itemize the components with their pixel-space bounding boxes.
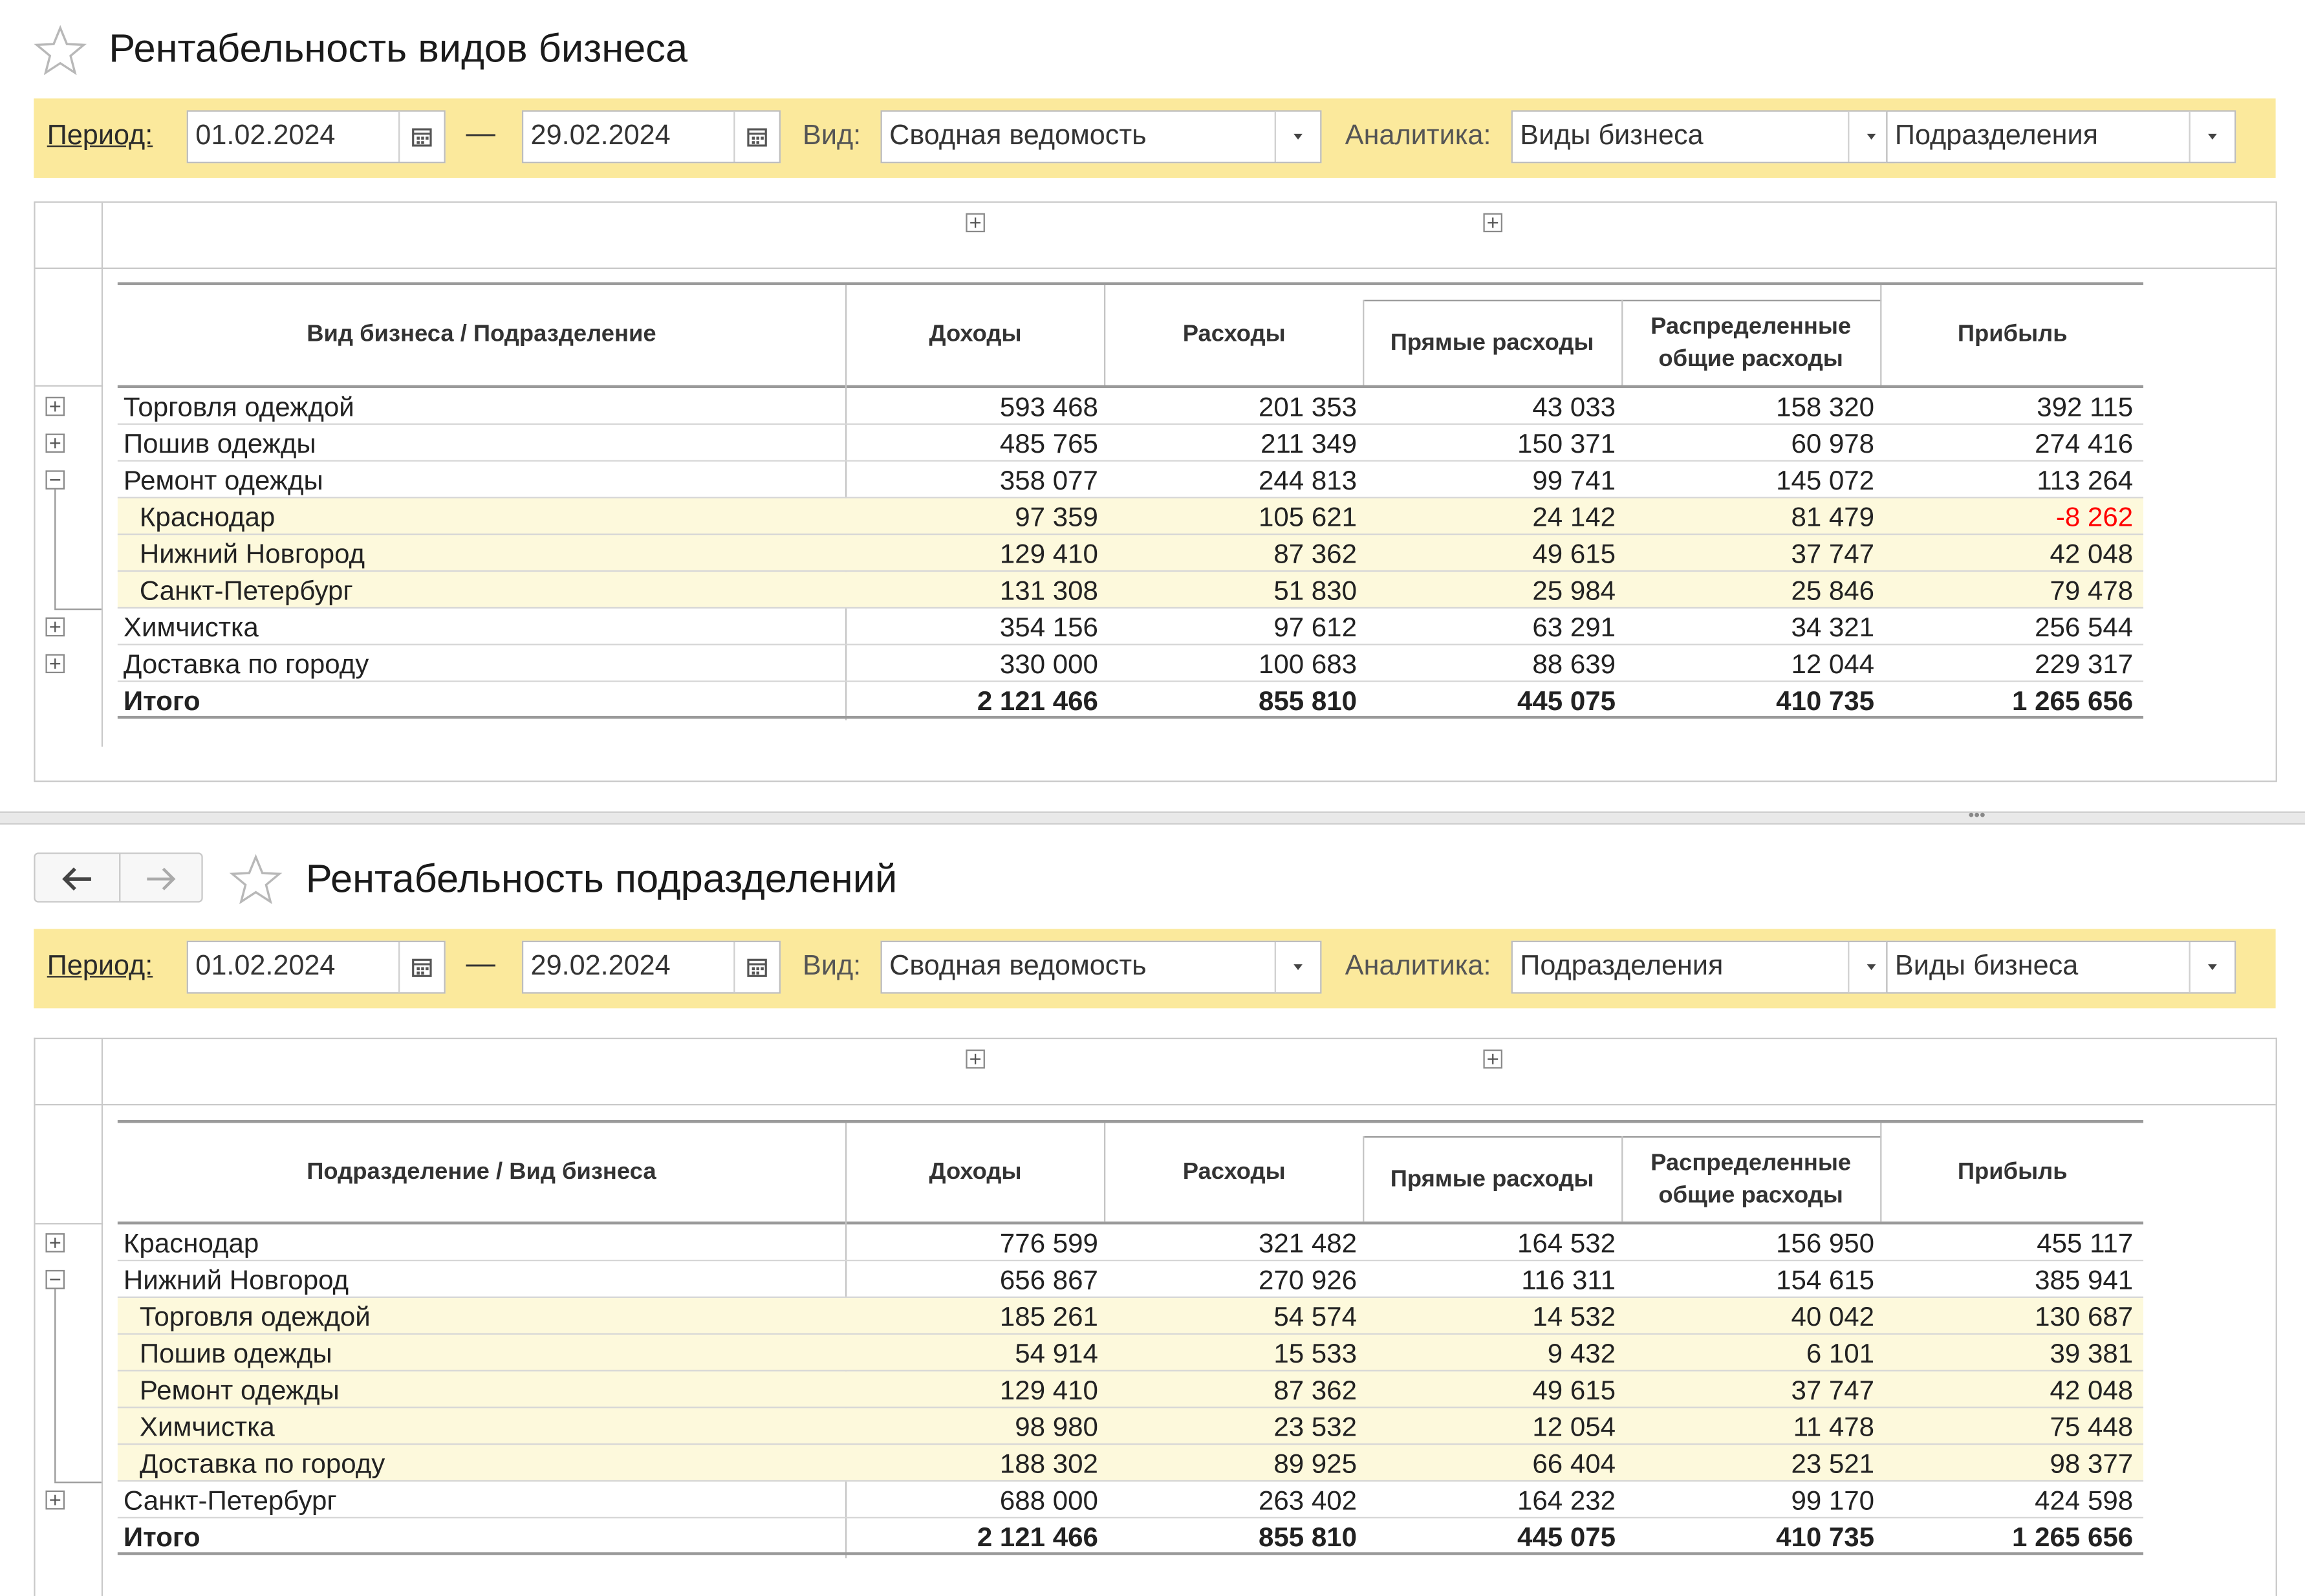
dropdown-button[interactable] <box>1275 942 1320 992</box>
column-header[interactable]: Прибыль <box>1957 321 2068 347</box>
period-link[interactable]: Период: <box>47 951 153 982</box>
splitter-grip-icon: ••• <box>1968 806 1986 825</box>
cell-expenses: 51 830 <box>1273 574 1357 606</box>
filter-bar <box>34 98 2275 178</box>
column-group-toggle[interactable] <box>966 213 985 233</box>
cell-expenses: 100 683 <box>1258 648 1357 680</box>
cell-distributed: 60 978 <box>1791 427 1875 459</box>
column-header[interactable]: Подразделение / Вид бизнеса <box>307 1159 656 1184</box>
expand-row-button[interactable] <box>45 654 65 673</box>
cell-profit: 1 265 656 <box>2012 685 2134 716</box>
view-select[interactable]: Сводная ведомость <box>881 941 1322 994</box>
cell-expenses: 855 810 <box>1258 685 1357 716</box>
cell-expenses: 270 926 <box>1258 1264 1357 1295</box>
column-header[interactable]: Прямые расходы <box>1390 1167 1594 1192</box>
cell-income: 2 121 466 <box>977 685 1098 716</box>
cell-expenses: 105 621 <box>1258 501 1357 532</box>
group-bracket-line <box>54 490 56 609</box>
cell-income: 185 261 <box>999 1300 1098 1332</box>
cell-income: 188 302 <box>999 1447 1098 1479</box>
cell-direct: 164 532 <box>1517 1227 1616 1258</box>
date-from-field[interactable]: 01.02.2024 <box>187 941 446 994</box>
cell-direct: 445 075 <box>1517 1521 1616 1553</box>
cell-distributed: 12 044 <box>1791 648 1875 680</box>
view-select[interactable]: Сводная ведомость <box>881 110 1322 163</box>
cell-expenses: 321 482 <box>1258 1227 1357 1258</box>
cell-income: 54 914 <box>1015 1337 1098 1369</box>
total-row[interactable] <box>118 1518 2143 1555</box>
column-header[interactable]: Расходы <box>1182 1159 1286 1184</box>
row-label: Пошив одежды <box>139 1337 332 1369</box>
cell-profit: 42 048 <box>2050 1374 2134 1405</box>
column-group-toggle[interactable] <box>1483 1050 1502 1069</box>
calendar-icon <box>735 112 779 162</box>
cell-direct: 445 075 <box>1517 685 1616 716</box>
chevron-down-icon <box>1276 112 1320 162</box>
table-row[interactable] <box>118 1261 2143 1298</box>
cell-profit: 98 377 <box>2050 1447 2134 1479</box>
analytics-label: Аналитика: <box>1345 120 1491 152</box>
analytics-select[interactable]: Виды бизнеса <box>1511 110 1895 163</box>
calendar-icon <box>400 112 444 162</box>
cell-income: 129 410 <box>999 537 1098 569</box>
cell-distributed: 410 735 <box>1776 685 1875 716</box>
cell-expenses: 87 362 <box>1273 537 1357 569</box>
row-label: Химчистка <box>123 611 259 643</box>
cell-distributed: 23 521 <box>1791 1447 1875 1479</box>
cell-distributed: 81 479 <box>1791 501 1875 532</box>
cell-profit: 256 544 <box>2035 611 2134 643</box>
table-row[interactable] <box>118 499 2143 535</box>
cell-income: 2 121 466 <box>977 1521 1098 1553</box>
analytics2-select[interactable]: Подразделения <box>1886 110 2236 163</box>
calendar-button[interactable] <box>733 112 779 162</box>
cell-direct: 49 615 <box>1532 537 1616 569</box>
cell-distributed: 40 042 <box>1791 1300 1875 1332</box>
column-header[interactable]: Доходы <box>929 321 1022 347</box>
analytics-label: Аналитика: <box>1345 951 1491 982</box>
date-to-field[interactable]: 29.02.2024 <box>522 941 781 994</box>
cell-expenses: 97 612 <box>1273 611 1357 643</box>
cell-distributed: 145 072 <box>1776 464 1875 496</box>
cell-expenses: 89 925 <box>1273 1447 1357 1479</box>
calendar-button[interactable] <box>398 942 444 992</box>
cell-distributed: 156 950 <box>1776 1227 1875 1258</box>
arrow-left-icon[interactable] <box>59 866 97 892</box>
cell-income: 688 000 <box>999 1484 1098 1516</box>
table-row[interactable] <box>118 1482 2143 1518</box>
collapse-row-button[interactable] <box>45 1270 65 1289</box>
table-row[interactable] <box>118 535 2143 572</box>
cell-direct: 14 532 <box>1532 1300 1616 1332</box>
cell-profit: 385 941 <box>2035 1264 2134 1295</box>
table-row[interactable] <box>118 609 2143 645</box>
cell-distributed: 158 320 <box>1776 391 1875 422</box>
cell-distributed: 154 615 <box>1776 1264 1875 1295</box>
group-bracket-line <box>54 1482 102 1483</box>
period-link[interactable]: Период: <box>47 120 153 152</box>
favorite-star-icon[interactable] <box>230 854 283 904</box>
arrow-right-icon[interactable] <box>141 866 179 892</box>
cell-direct: 49 615 <box>1532 1374 1616 1405</box>
date-to-field[interactable]: 29.02.2024 <box>522 110 781 163</box>
group-bracket-line <box>54 609 102 610</box>
cell-profit: 113 264 <box>2037 464 2134 496</box>
cell-income: 97 359 <box>1015 501 1098 532</box>
table-row[interactable] <box>118 1335 2143 1372</box>
group-bracket-line <box>54 1289 56 1482</box>
chevron-down-icon <box>2191 942 2235 992</box>
cell-profit: 424 598 <box>2035 1484 2134 1516</box>
row-label: Ремонт одежды <box>123 464 323 496</box>
cell-distributed: 37 747 <box>1791 537 1875 569</box>
cell-direct: 66 404 <box>1532 1447 1616 1479</box>
row-label: Доставка по городу <box>123 648 369 680</box>
panel-splitter[interactable] <box>0 806 2305 825</box>
column-header[interactable]: Доходы <box>929 1159 1022 1184</box>
cell-profit: 1 265 656 <box>2012 1521 2134 1553</box>
expand-row-button[interactable] <box>45 1233 65 1253</box>
expand-row-button[interactable] <box>45 618 65 637</box>
row-label: Торговля одеждой <box>123 391 354 422</box>
cell-profit: 130 687 <box>2035 1300 2134 1332</box>
cell-income: 485 765 <box>999 427 1098 459</box>
cell-income: 131 308 <box>999 574 1098 606</box>
table-row[interactable] <box>118 1445 2143 1482</box>
cell-expenses: 201 353 <box>1258 391 1357 422</box>
column-header[interactable]: Прямые расходы <box>1390 330 1594 356</box>
collapse-row-button[interactable] <box>45 470 65 490</box>
cell-profit: 42 048 <box>2050 537 2134 569</box>
row-label: Санкт-Петербург <box>123 1484 337 1516</box>
cell-direct: 99 741 <box>1532 464 1616 496</box>
cell-direct: 24 142 <box>1532 501 1616 532</box>
cell-expenses: 23 532 <box>1273 1411 1357 1442</box>
row-label: Краснодар <box>139 501 276 532</box>
cell-income: 129 410 <box>999 1374 1098 1405</box>
cell-expenses: 87 362 <box>1273 1374 1357 1405</box>
cell-distributed: 99 170 <box>1791 1484 1875 1516</box>
date-from-field[interactable]: 01.02.2024 <box>187 110 446 163</box>
cell-distributed: 25 846 <box>1791 574 1875 606</box>
dropdown-button[interactable] <box>2189 942 2234 992</box>
navigation-buttons <box>34 852 202 902</box>
dropdown-button[interactable] <box>1275 112 1320 162</box>
cell-expenses: 244 813 <box>1258 464 1357 496</box>
analytics-select[interactable]: Подразделения <box>1511 941 1895 994</box>
cell-income: 776 599 <box>999 1227 1098 1258</box>
cell-income: 593 468 <box>999 391 1098 422</box>
column-header[interactable]: Расходы <box>1182 321 1286 347</box>
dropdown-button[interactable] <box>2189 112 2234 162</box>
table-row[interactable] <box>118 388 2143 425</box>
row-label: Итого <box>123 685 200 716</box>
cell-profit: 79 478 <box>2050 574 2134 606</box>
cell-profit: 75 448 <box>2050 1411 2134 1442</box>
cell-direct: 25 984 <box>1532 574 1616 606</box>
report-title: Рентабельность подразделений <box>305 857 898 901</box>
row-label: Пошив одежды <box>123 427 316 459</box>
cell-expenses: 211 349 <box>1261 427 1357 459</box>
calendar-button[interactable] <box>733 942 779 992</box>
view-label: Вид: <box>803 951 861 982</box>
calendar-button[interactable] <box>398 112 444 162</box>
cell-income: 656 867 <box>999 1264 1098 1295</box>
cell-distributed: 6 101 <box>1806 1337 1875 1369</box>
cell-distributed: 37 747 <box>1791 1374 1875 1405</box>
cell-distributed: 11 478 <box>1793 1411 1875 1442</box>
table-row[interactable] <box>118 425 2143 462</box>
row-label: Краснодар <box>123 1227 259 1258</box>
view-label: Вид: <box>803 120 861 152</box>
column-header[interactable]: Прибыль <box>1957 1159 2068 1184</box>
cell-expenses: 263 402 <box>1258 1484 1357 1516</box>
report-title: Рентабельность видов бизнеса <box>109 26 688 71</box>
favorite-star-icon[interactable] <box>34 25 87 75</box>
analytics2-select[interactable]: Виды бизнеса <box>1886 941 2236 994</box>
row-label: Торговля одеждой <box>139 1300 371 1332</box>
table-row[interactable] <box>118 645 2143 682</box>
row-label: Итого <box>123 1521 200 1553</box>
cell-income: 354 156 <box>999 611 1098 643</box>
table-row[interactable] <box>118 462 2143 499</box>
cell-distributed: 34 321 <box>1791 611 1875 643</box>
row-label: Доставка по городу <box>139 1447 385 1479</box>
cell-income: 330 000 <box>999 648 1098 680</box>
total-row[interactable] <box>118 682 2143 719</box>
date-separator: — <box>466 117 496 150</box>
chevron-down-icon <box>2191 112 2235 162</box>
table-row[interactable] <box>118 1224 2143 1261</box>
cell-direct: 63 291 <box>1532 611 1616 643</box>
cell-expenses: 54 574 <box>1273 1300 1357 1332</box>
cell-direct: 150 371 <box>1517 427 1616 459</box>
cell-profit: 39 381 <box>2050 1337 2134 1369</box>
cell-income: 358 077 <box>999 464 1098 496</box>
calendar-icon <box>735 942 779 992</box>
cell-profit: 229 317 <box>2035 648 2134 680</box>
cell-direct: 12 054 <box>1532 1411 1616 1442</box>
cell-direct: 43 033 <box>1532 391 1616 422</box>
date-separator: — <box>466 948 496 981</box>
table-row[interactable] <box>118 572 2143 609</box>
cell-profit: 274 416 <box>2035 427 2134 459</box>
filter-bar <box>34 929 2275 1009</box>
cell-direct: 116 311 <box>1521 1264 1616 1295</box>
cell-profit: -8 262 <box>2055 501 2134 532</box>
expand-row-button[interactable] <box>45 1491 65 1510</box>
row-label: Нижний Новгород <box>139 537 365 569</box>
cell-distributed: 410 735 <box>1776 1521 1875 1553</box>
expand-row-button[interactable] <box>45 397 65 416</box>
column-group-toggle[interactable] <box>966 1050 985 1069</box>
cell-profit: 392 115 <box>2037 391 2134 422</box>
cell-direct: 9 432 <box>1547 1337 1616 1369</box>
calendar-icon <box>400 942 444 992</box>
row-label: Химчистка <box>139 1411 275 1442</box>
row-label: Нижний Новгород <box>123 1264 349 1295</box>
table-row[interactable] <box>118 1298 2143 1335</box>
cell-income: 98 980 <box>1015 1411 1098 1442</box>
cell-profit: 455 117 <box>2037 1227 2134 1258</box>
cell-direct: 164 232 <box>1517 1484 1616 1516</box>
table-row[interactable] <box>118 1408 2143 1445</box>
table-row[interactable] <box>118 1372 2143 1408</box>
column-header[interactable]: Распределенные общие расходы <box>1650 314 1852 372</box>
cell-expenses: 855 810 <box>1258 1521 1357 1553</box>
cell-direct: 88 639 <box>1532 648 1616 680</box>
chevron-down-icon <box>1276 942 1320 992</box>
column-header[interactable]: Распределенные общие расходы <box>1650 1150 1852 1209</box>
cell-expenses: 15 533 <box>1273 1337 1357 1369</box>
row-label: Санкт-Петербург <box>139 574 353 606</box>
row-label: Ремонт одежды <box>139 1374 340 1405</box>
column-header[interactable]: Вид бизнеса / Подразделение <box>307 321 656 347</box>
expand-row-button[interactable] <box>45 434 65 453</box>
column-group-toggle[interactable] <box>1483 213 1502 233</box>
